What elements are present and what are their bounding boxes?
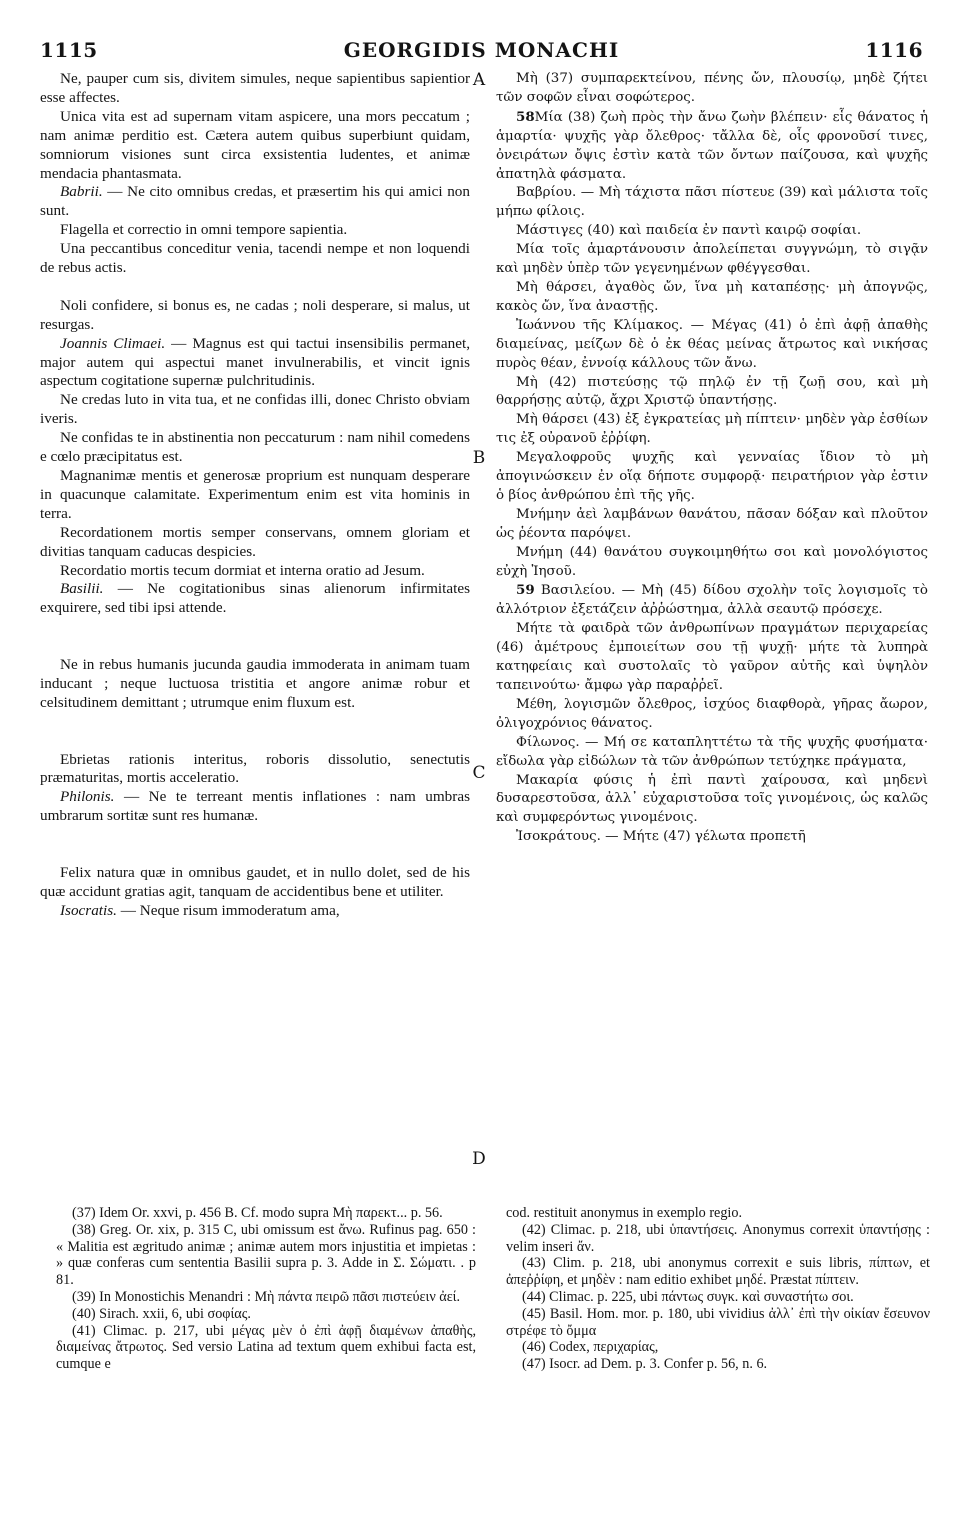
- latin-text: Recordationem mortis semper conservans, omnem gloriam et divitias tanquam caducas despicies.: [40, 523, 470, 560]
- source-attribution: Joannis Climaei.: [60, 334, 166, 352]
- greek-paragraph: [496, 544, 928, 582]
- source-attribution: Βαβρίου.: [516, 185, 577, 201]
- latin-paragraph: [40, 751, 470, 789]
- latin-paragraph: [40, 240, 470, 278]
- latin-text: — Ne cito omnibus credas, et præsertim his qui amici non sunt.: [40, 183, 470, 220]
- greek-text: — Μέγας (41) ὁ ἐπὶ ἀφῇ ἀπαθὴς διαμείνας, μείζων δὲ ὁ ἐκ θέας μείνας ἄτρωτος καὶ νικήσας πυρὸς θέαν, ἐννοίᾳ κάλλους τῶν ἄνω.: [496, 317, 928, 371]
- greek-text: Μὴ (42) πιστεύσῃς τῷ πηλῷ ἐν τῇ ζωῇ σου, καὶ μὴ θαρρήσῃς αὐτῷ, ἄχρι Χριστῷ ὑπαντήσῃς.: [496, 374, 928, 409]
- margin-marker-b: B: [472, 448, 486, 468]
- greek-paragraph: [496, 184, 928, 222]
- latin-text: Una peccantibus conceditur venia, tacendi nempe et non loquendi de rebus actis.: [40, 240, 470, 277]
- latin-text: Noli confidere, si bonus es, ne cadas ; noli desperare, si malus, ut resurgas.: [40, 296, 470, 333]
- greek-text: — Μὴ (45) δίδου σχολὴν τοῖς λογισμοῖς τὸ ἀλλότριον ἐξετάζειν ἀῤῥώστημα, ἀλλὰ σεαυτῷ πρόσεχε.: [496, 583, 928, 618]
- latin-text: Ne in rebus humanis jucunda gaudia immoderata in animam tuam inducant ; neque luctuosa tristitia et angore animæ robur et celsitudinem demittant ; utrumque enim fluxum est.: [40, 656, 470, 711]
- footnote: cod. restituit anonymus in exemplo regio.: [506, 1205, 743, 1221]
- running-header: [40, 38, 923, 68]
- greek-column: [496, 70, 928, 1180]
- latin-paragraph: [40, 864, 470, 902]
- greek-paragraph: [496, 506, 928, 544]
- section-number: 58: [516, 108, 535, 125]
- margin-marker-a: A: [472, 70, 486, 90]
- footnote: (45) Basil. Hom. mor. p. 180, ubi vividius ἀλλ᾽ ἐπὶ τὴν οἰκίαν ἔσευνον στρέφε τὸ ὄμμα: [506, 1305, 930, 1339]
- latin-text: — Magnus est qui tactui insensibilis permanet, major autem qui aspectui manet invulnerabilis, et vincit ignis aspectum cogitatione supernæ pulchritudinis.: [40, 334, 470, 390]
- greek-text: Μάστιγες (40) καὶ παιδεία ἐν παντὶ καιρῷ σοφίαι.: [516, 223, 862, 239]
- source-attribution: Ἰωάννου τῆς Κλίμακος.: [516, 317, 684, 333]
- greek-paragraph: [496, 108, 928, 185]
- latin-text: Flagella et correctio in omni tempore sapientia.: [60, 221, 348, 239]
- latin-paragraph: [40, 335, 470, 392]
- greek-text: — Μή σε καταπληττέτω τὰ τῆς ψυχῆς φυσήματα· εἴδωλα γὰρ εἰδώλων τὰ τῶν ἀνθρώπων τετύχηκε πράγματα,: [496, 734, 928, 769]
- greek-paragraph: [496, 222, 928, 241]
- footnote: (40) Sirach. xxii, 6, ubi σοφίας.: [72, 1305, 251, 1322]
- latin-paragraph: [40, 70, 470, 108]
- page-number-left: 1115: [40, 38, 98, 62]
- margin-marker-d: D: [472, 1149, 486, 1169]
- latin-paragraph: [40, 467, 470, 524]
- greek-paragraph: [496, 734, 928, 772]
- greek-paragraph: [496, 620, 928, 696]
- latin-text: — Ne cogitationibus sinas alienorum infirmitates exquirere, sed tibi ipsi attende.: [40, 580, 470, 617]
- greek-text: — Μὴ τάχιστα πᾶσι πίστευε (39) καὶ μάλιστα τοῖς μήπω φίλοις.: [496, 185, 928, 220]
- latin-paragraph: [40, 297, 470, 335]
- greek-paragraph: [496, 449, 928, 506]
- footnote: (46) Codex, περιχαρίας,: [522, 1339, 659, 1356]
- latin-paragraph: [40, 524, 470, 562]
- margin-marker-c: C: [472, 763, 486, 783]
- greek-paragraph: [496, 279, 928, 317]
- latin-text: Unica vita est ad supernam vitam aspicere, una mors peccatum ; nam animæ perditio est. Cætera autem quibus superbiunt quidam, somniorum visiones sunt circa exsistentia ludentes, et animæ mendacia phantasmata.: [40, 107, 470, 182]
- greek-text: Μεγαλοφροῦς ψυχῆς καὶ γενναίας ἴδιον τὸ μὴ ἀπογινώσκειν ἐν οἵᾳ δήποτε συμφορᾷ· πειρατήριον γὰρ ἐστιν ὁ βίος ἀνθρώπου ἐπὶ τῆς γῆς.: [496, 450, 928, 503]
- greek-text: Μνήμην ἀεὶ λαμβάνων θανάτου, πᾶσαν δόξαν καὶ πλοῦτον ὡς ῥέοντα παρόψει.: [496, 506, 928, 541]
- greek-paragraph: [496, 581, 928, 620]
- latin-paragraph: [40, 580, 470, 618]
- greek-text: Μακαρία φύσις ἡ ἐπὶ παντὶ χαίρουσα, καὶ μηδενὶ δυσαρεστοῦσα, ἀλλ᾽ εὐχαριστοῦσα τοῖς γινομένοις, ὡς καλῶς καὶ συμφερόντως γινομένοις.: [496, 772, 928, 826]
- greek-paragraph: [496, 696, 928, 734]
- greek-text: Μήτε τὰ φαιδρὰ τῶν ἀνθρωπίνων πραγμάτων περιχαρείας (46) ἀμέτρους ἐμποιείτων σου τῇ ψυχῇ· μήτε τὰ λυπηρὰ κατηφείαις καὶ συστολαῖς τὸ γαῦρον αὐτῆς καὶ ὑψηλὸν ταπεινούτω· ἄμφω γὰρ παραῤῥεῖ.: [496, 621, 928, 693]
- latin-paragraph: [40, 788, 470, 826]
- greek-text: Μέθη, λογισμῶν ὄλεθρος, ἰσχύος διαφθορὰ, γῆρας ἄωρον, ὀλιγοχρόνιος θάνατος.: [496, 696, 928, 731]
- greek-paragraph: [496, 241, 928, 279]
- latin-paragraph: [40, 108, 470, 184]
- footnote: (39) In Monostichis Menandri : Μὴ πάντα πειρῶ πᾶσι πιστεύειν ἀεί.: [72, 1288, 461, 1305]
- footnote: (38) Greg. Or. xix, p. 315 C, ubi omissum est ἄνω. Rufinus pag. 650 : « Malitia est ægritudo animæ ; animæ autem mors injustitia et impietas : » quæ conferas cum sententia Basilii supra p. 3. Adde in Σ. Σώματι. . p 81.: [56, 1221, 476, 1289]
- greek-paragraph: [496, 374, 928, 412]
- source-attribution: Babrii.: [60, 183, 103, 201]
- source-attribution: Βασιλείου.: [534, 583, 616, 599]
- footnote: (43) Clim. p. 218, ubi anonymus correxit e suis libris, πίπτων, et ἀπεῤῥίφη, et μηδὲν : nam editio exhibet μηδέ. Præstat πίπτειν.: [506, 1255, 930, 1289]
- footnote: (37) Idem Or. xxvi, p. 456 B. Cf. modo supra Μὴ παρεκτ... p. 56.: [72, 1205, 443, 1221]
- latin-text: Felix natura quæ in omnibus gaudet, et in nullo dolet, sed de his quæ accidunt gratias agit, tanquam de accidentibus bene et utiliter.: [40, 864, 470, 900]
- greek-text: Μὴ (37) συμπαρεκτείνου, πένης ὤν, πλουσίῳ, μηδὲ ζήτει τῶν σοφῶν εἶναι σοφώτερος.: [496, 71, 928, 105]
- latin-text: — Ne te terreant mentis inflationes : nam umbras umbrarum sortitæ sunt res humanæ.: [40, 788, 470, 825]
- latin-paragraph: [40, 429, 470, 467]
- latin-paragraph: [40, 391, 470, 429]
- footnotes-right: [506, 1205, 930, 1495]
- source-attribution: Basilii.: [60, 580, 104, 598]
- greek-paragraph: [496, 70, 928, 108]
- footnotes-left: [56, 1205, 476, 1495]
- source-attribution: Ἰσοκράτους.: [516, 829, 601, 845]
- latin-text: — Neque risum immoderatum ama,: [116, 901, 340, 919]
- footnote: (41) Climac. p. 217, ubi μέγας μὲν ὁ ἐπὶ ἀφῇ διαμένων ἀπαθὴς, διαμείνας ἄτρωτος. Sed versio Latina ad textum quem exhibui facta est, cumque e: [56, 1322, 476, 1373]
- running-title: GEORGIDIS MONACHI: [343, 38, 620, 62]
- latin-text: Ne, pauper cum sis, divitem simules, neque sapientibus sapientior esse affectes.: [40, 70, 470, 106]
- source-attribution: Philonis.: [60, 788, 115, 806]
- greek-text: Μία τοῖς ἁμαρτάνουσιν ἀπολείπεται συγγνώμη, τὸ σιγᾷν καὶ μηδὲν ὑπὲρ τῶν γεγενημένων φθέγγεσθαι.: [496, 242, 928, 277]
- greek-paragraph: [496, 411, 928, 449]
- latin-text: Ne confidas te in abstinentia non peccaturum : nam nihil comedens e cœlo præcipitatus est.: [40, 429, 470, 466]
- greek-text: Μία (38) ζωὴ πρὸς τὴν ἄνω ζωὴν βλέπειν· εἷς θάνατος ἡ ἁμαρτία· ψυχῆς γὰρ ὄλεθρος· τἄλλα δὲ,: [496, 109, 928, 144]
- source-attribution: Φίλωνος.: [516, 734, 580, 750]
- greek-text: οἷς φρονοῦσί τινες, ὀνειράτων ὄψις ἐστὶν κατὰ τῶν ὄντων παίζουσα, καὶ ψυχῆς ἀπατηλὰ φάσματα.: [496, 128, 928, 182]
- greek-paragraph: [496, 828, 928, 847]
- page-number-right: 1116: [865, 38, 923, 62]
- latin-text: Recordatio mortis tecum dormiat et interna oratio ad Jesum.: [60, 561, 425, 579]
- footnote: (42) Climac. p. 218, ubi ὑπαντήσεις. Anonymus correxit ὑπαντήσῃς : velim inseri ἄν.: [506, 1221, 930, 1255]
- latin-paragraph: [40, 183, 470, 221]
- footnote: (44) Climac. p. 225, ubi πάντως συγκ. καὶ συναστήτω σοι.: [522, 1288, 854, 1305]
- latin-paragraph: [40, 656, 470, 713]
- latin-text: Magnanimæ mentis et generosæ proprium est nunquam desperare in quacunque calamitate. Experimentum enim est vita hominis in terra.: [40, 467, 470, 522]
- source-attribution: Isocratis.: [60, 901, 117, 919]
- greek-text: — Μήτε (47) γέλωτα προπετῆ: [600, 829, 806, 845]
- greek-text: Μὴ θάρσει, ἀγαθὸς ὤν, ἵνα μὴ καταπέσῃς· μὴ ἀπογνῷς, κακὸς ὤν, ἵνα ἀναστῇς.: [496, 279, 928, 314]
- greek-paragraph: [496, 317, 928, 374]
- latin-paragraph: [40, 902, 470, 921]
- greek-text: Μνήμη (44) θανάτου συγκοιμηθήτω σοι καὶ μονολόγιστος εὐχὴ Ἰησοῦ.: [496, 544, 928, 579]
- greek-paragraph: [496, 772, 928, 829]
- latin-paragraph: [40, 562, 470, 581]
- footnote: (47) Isocr. ad Dem. p. 3. Confer p. 56, n. 6.: [522, 1356, 768, 1373]
- latin-column: [40, 70, 470, 1180]
- latin-paragraph: [40, 221, 470, 240]
- greek-text: Μὴ θάρσει (43) ἐξ ἐγκρατείας μὴ πίπτειν· μηδὲν γὰρ ἐσθίων τις ἐξ οὐρανοῦ ἐῤῥίφη.: [496, 412, 928, 447]
- latin-text: Ebrietas rationis interitus, roboris dissolutio, senectutis præmaturitas, mortis acceleratio.: [40, 750, 470, 787]
- latin-text: Ne credas luto in vita tua, et ne confidas illi, donec Christo obviam iveris.: [40, 391, 470, 428]
- section-number: 59: [516, 582, 535, 599]
